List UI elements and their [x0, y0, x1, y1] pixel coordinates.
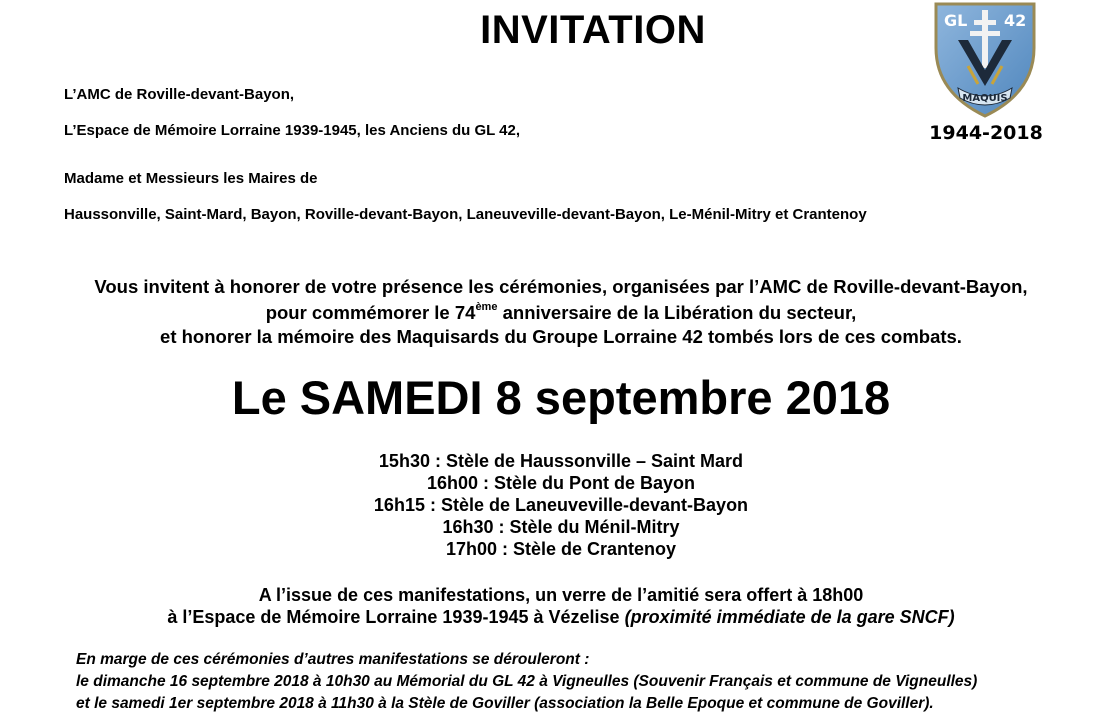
years-label: 1944-2018 [929, 122, 1043, 144]
schedule-item: 16h15 : Stèle de Laneuveville-devant-Bayon [373, 495, 749, 515]
organizer-line: Madame et Messieurs les Maires de [64, 170, 318, 187]
invite-line: pour commémorer le 74ème anniversaire de la Libération du secteur, [265, 300, 857, 323]
note-line: le dimanche 16 septembre 2018 à 10h30 au Mémorial du GL 42 à Vigneulles (Souvenir Français et commune de Vigneulles) [76, 673, 978, 690]
reception-line: A l’issue de ces manifestations, un verre de l’amitié sera offert à 18h00 [258, 585, 864, 605]
schedule-item: 17h00 : Stèle de Crantenoy [445, 539, 677, 559]
emblem-number-text: 42 [1004, 11, 1027, 30]
note-line: En marge de ces cérémonies d’autres manifestations se dérouleront : [76, 651, 590, 668]
cross-of-lorraine-shield-icon [930, 0, 1040, 120]
schedule-item: 15h30 : Stèle de Haussonville – Saint Mard [378, 451, 744, 471]
invitation-title: INVITATION [480, 8, 706, 52]
schedule-item: 16h30 : Stèle du Ménil-Mitry [442, 517, 680, 537]
organizer-line: L’Espace de Mémoire Lorraine 1939-1945, les Anciens du GL 42, [64, 122, 521, 139]
reception-line: à l’Espace de Mémoire Lorraine 1939-1945 à Vézelise (proximité immédiate de la gare SNCF) [167, 607, 955, 627]
emblem-banner-text: MAQUIS [962, 93, 1008, 104]
schedule-item: 16h00 : Stèle du Pont de Bayon [426, 473, 696, 493]
organizer-line: L’AMC de Roville-devant-Bayon, [64, 86, 295, 103]
organizer-line: Haussonville, Saint-Mard, Bayon, Roville-devant-Bayon, Laneuveville-devant-Bayon, Le-Ménil-Mitry et Crantenoy [64, 206, 867, 223]
event-date: Le SAMEDI 8 septembre 2018 [231, 371, 891, 424]
note-line: et le samedi 1er septembre 2018 à 11h30 à la Stèle de Goviller (association la Belle Epoque et commune de Goviller). [76, 695, 934, 712]
superscript-ordinal: ème [475, 300, 498, 313]
emblem-gl-text: GL [944, 11, 968, 30]
invite-line: et honorer la mémoire des Maquisards du Groupe Lorraine 42 tombés lors de ces combats. [160, 326, 962, 347]
invite-line: Vous invitent à honorer de votre présence les cérémonies, organisées par l’AMC de Roville-devant-Bayon, [94, 276, 1028, 297]
